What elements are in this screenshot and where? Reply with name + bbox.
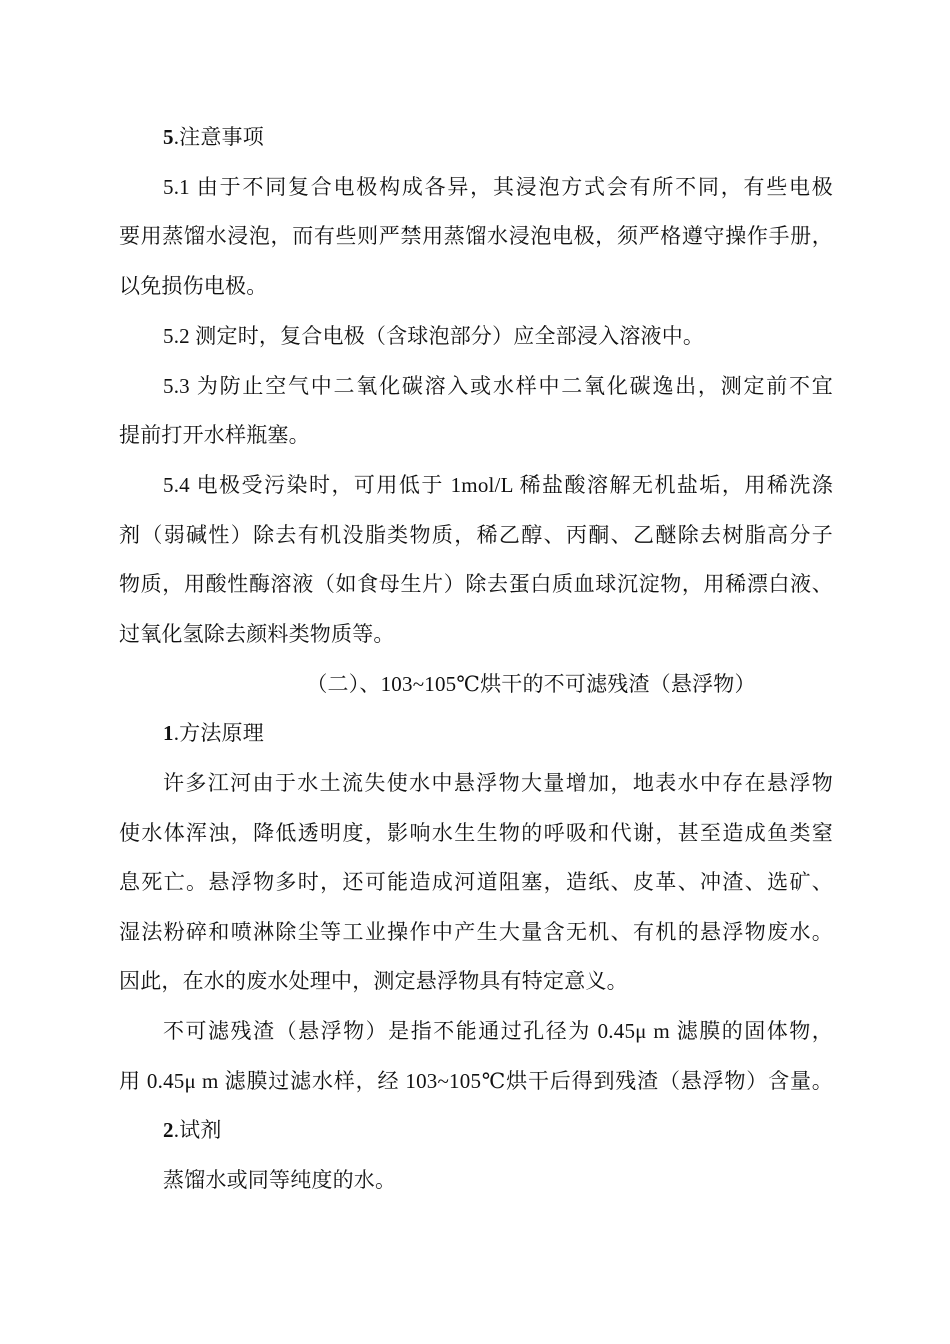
paragraph-5-3-line-1: 5.3 为防止空气中二氧化碳溶入或水样中二氧化碳逸出，测定前不宜 (163, 374, 833, 398)
principle-line-2: 使水体浑浊，降低透明度，影响水生生物的呼吸和代谢，甚至造成鱼类窒 (119, 821, 833, 845)
heading-text: .试剂 (173, 1118, 222, 1142)
paragraph-5-1-line-2: 要用蒸馏水浸泡，而有些则严禁用蒸馏水浸泡电极，须严格遵守操作手册， (119, 224, 833, 248)
paragraph-5-4-line-3: 物质，用酸性酶溶液（如食母生片）除去蛋白质血球沉淀物，用稀漂白液、 (119, 572, 833, 596)
part-2-title: （二）、103~105℃烘干的不可滤残渣（悬浮物） (306, 672, 756, 696)
heading-text: .注意事项 (173, 125, 264, 149)
paragraph-5-2: 5.2 测定时，复合电极（含球泡部分）应全部浸入溶液中。 (163, 324, 705, 348)
heading-text: .方法原理 (173, 721, 264, 745)
heading-number: 5 (163, 125, 174, 149)
heading-number: 1 (163, 721, 174, 745)
principle-line-1: 许多江河由于水土流失使水中悬浮物大量增加，地表水中存在悬浮物 (163, 771, 833, 795)
section-heading-5 (163, 125, 264, 149)
section-heading-1 (163, 721, 264, 745)
paragraph-5-4-line-1: 5.4 电极受污染时，可用低于 1mol/L 稀盐酸溶解无机盐垢，用稀洗涤 (163, 473, 833, 497)
paragraph-5-1-line-1: 5.1 由于不同复合电极构成各异，其浸泡方式会有所不同，有些电极 (163, 175, 833, 199)
definition-line-2: 用 0.45μ m 滤膜过滤水样，经 103~105℃烘干后得到残渣（悬浮物）含量。 (119, 1069, 833, 1093)
principle-line-4: 湿法粉碎和喷淋除尘等工业操作中产生大量含无机、有机的悬浮物废水。 (119, 920, 833, 944)
paragraph-5-1-line-3: 以免损伤电极。 (119, 274, 268, 298)
reagent-paragraph: 蒸馏水或同等纯度的水。 (163, 1168, 397, 1192)
paragraph-5-4-line-4: 过氧化氢除去颜料类物质等。 (119, 622, 395, 646)
principle-line-3: 息死亡。悬浮物多时，还可能造成河道阻塞，造纸、皮革、冲渣、选矿、 (119, 870, 833, 894)
paragraph-5-3-line-2: 提前打开水样瓶塞。 (119, 423, 310, 447)
principle-line-5: 因此，在水的废水处理中，测定悬浮物具有特定意义。 (119, 969, 628, 993)
definition-line-1: 不可滤残渣（悬浮物）是指不能通过孔径为 0.45μ m 滤膜的固体物， (163, 1019, 833, 1043)
heading-number: 2 (163, 1118, 174, 1142)
paragraph-5-4-line-2: 剂（弱碱性）除去有机没脂类物质，稀乙醇、丙酮、乙醚除去树脂高分子 (119, 523, 833, 547)
section-heading-2 (163, 1118, 222, 1142)
